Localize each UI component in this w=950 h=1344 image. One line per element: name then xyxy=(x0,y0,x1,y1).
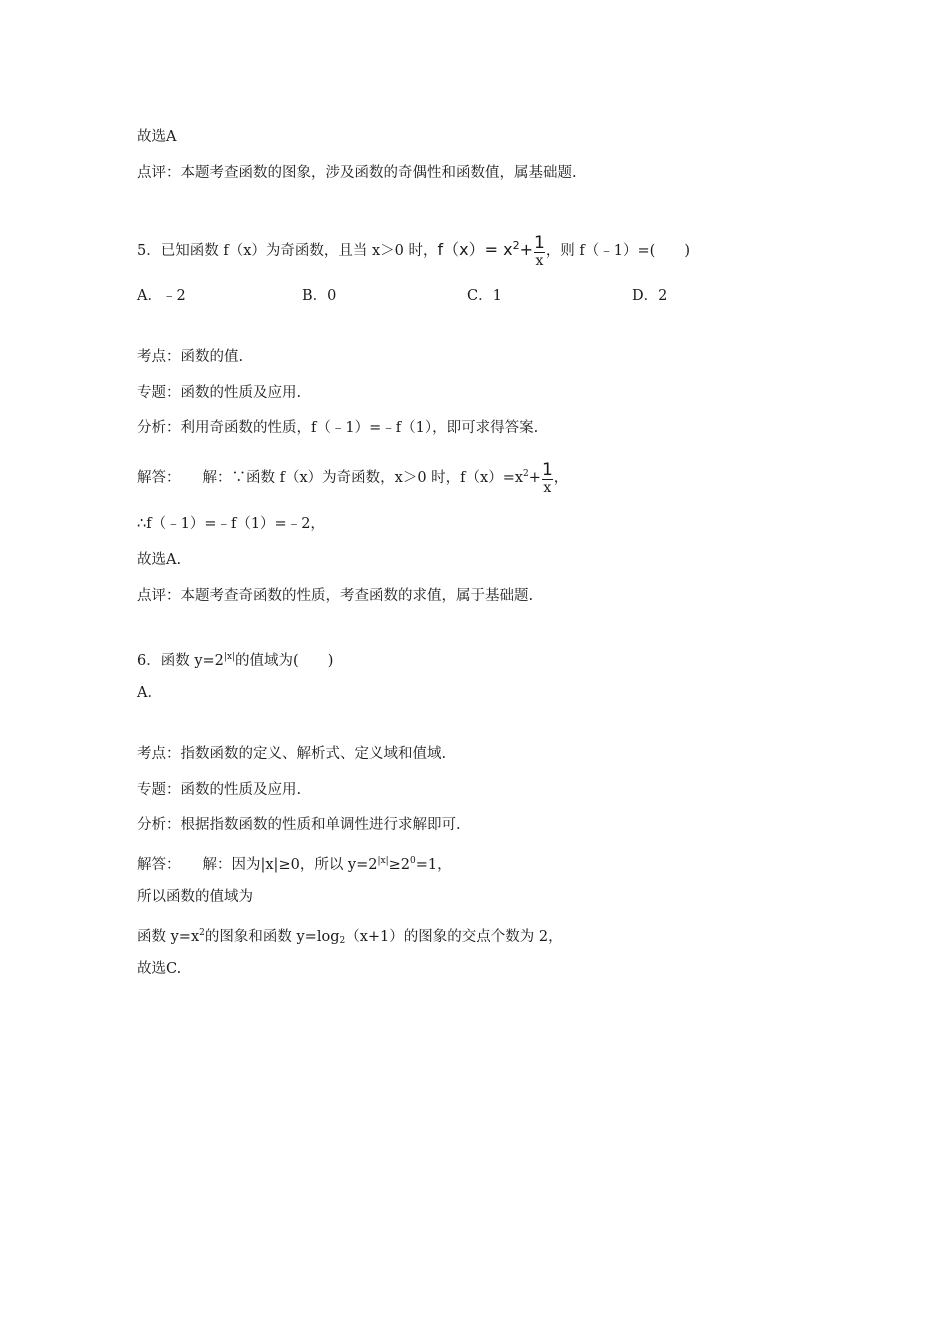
q5-option-d: D．2 xyxy=(632,288,668,304)
q5-options xyxy=(137,286,697,306)
q6-option-a: A． xyxy=(137,685,162,701)
q5-answer: 故选A. xyxy=(137,552,182,568)
q5-kaodian: 考点：函数的值. xyxy=(137,349,244,365)
q6-stem: 6．函数 $y=2^{|x|}$的值域为( ) xyxy=(137,652,334,669)
q6-kaodian: 考点：指数函数的定义、解析式、定义域和值域. xyxy=(137,746,447,762)
q5-therefore: ∴f（﹣1）=﹣f（1）=﹣2， xyxy=(137,516,325,532)
q5-option-a: A．﹣2 xyxy=(137,288,186,304)
q5-jieda: 解答： 解：∵函数 f（x）为奇函数，x＞0 时，$f(x)=x^2+$ $\frac{1}{x}$ ， xyxy=(137,459,569,496)
q5-option-b: B．0 xyxy=(302,288,337,304)
q6-intersection-line: 函数 $y=x^2$的图象和函数 $y=\log_2(x+1)$的图象的交点个数为 2， xyxy=(137,928,563,946)
q5-fraction: $\frac{1}{x}$ xyxy=(533,232,545,269)
q6-zhuanti: 专题：函数的性质及应用. xyxy=(137,782,302,798)
q6-range-line: 所以函数的值域为 xyxy=(137,889,253,905)
q6-answer: 故选C. xyxy=(137,961,182,977)
q5-stem: 5．已知函数 f（x）为奇函数，且当 x＞0 时，$f(x)= x^2+$ $\frac{1}{x}$ ，则 f（﹣1）=( ) xyxy=(137,232,690,269)
q5-comment: 点评：本题考查奇函数的性质，考查函数的求值，属于基础题. xyxy=(137,588,534,604)
q5-option-c: C．1 xyxy=(467,288,502,304)
prev-answer: 故选A xyxy=(137,129,177,145)
q5-zhuanti: 专题：函数的性质及应用. xyxy=(137,385,302,401)
q5-fenxi: 分析：利用奇函数的性质，f（﹣1）=﹣f（1），即可求得答案. xyxy=(137,420,539,436)
q5-jieda-fraction: $\frac{1}{x}$ xyxy=(541,459,553,496)
q6-jieda: 解答： 解：因为|x|≥0，所以 $y=2^{|x|}\ge 2^0=1$， xyxy=(137,856,452,873)
q5-formula: $f(x)= x^2+$ xyxy=(437,239,533,259)
q6-fenxi: 分析：根据指数函数的性质和单调性进行求解即可. xyxy=(137,817,461,833)
prev-comment: 点评：本题考查函数的图象，涉及函数的奇偶性和函数值，属基础题. xyxy=(137,165,577,181)
